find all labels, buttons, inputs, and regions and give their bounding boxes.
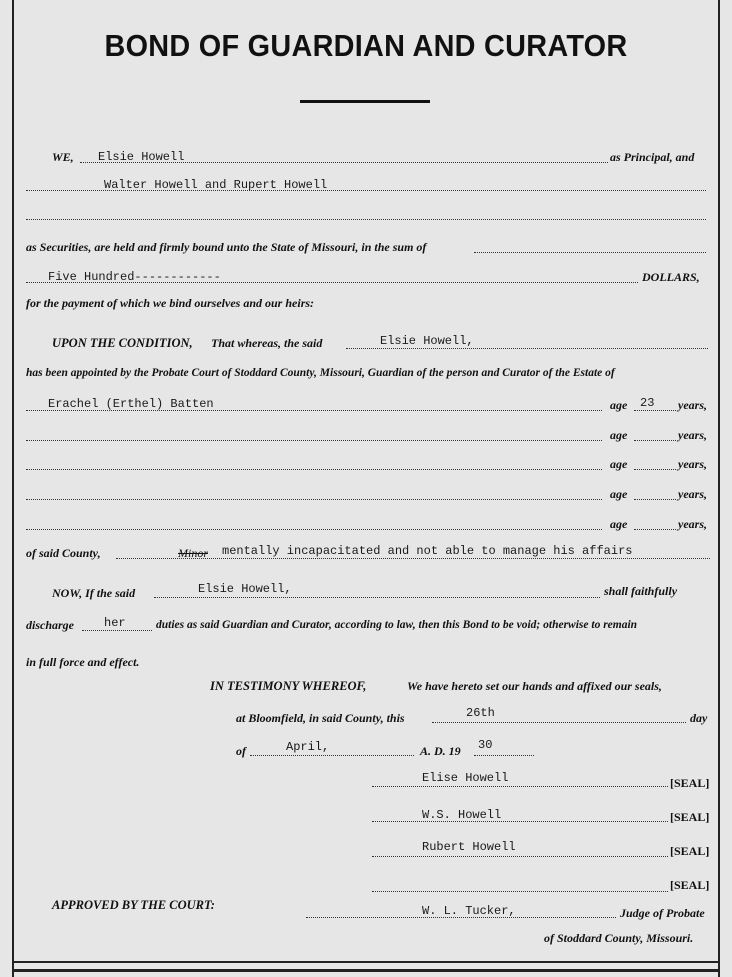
pronoun-line xyxy=(82,630,152,631)
day-value: 26th xyxy=(466,706,495,720)
year-value: 30 xyxy=(478,738,493,752)
stoddard-label: of Stoddard County, Missouri. xyxy=(544,931,694,945)
age-label-5: age xyxy=(610,517,628,531)
amount-text: Five Hundred------------ xyxy=(48,270,221,284)
age-label-4: age xyxy=(610,487,628,501)
ward-line-2 xyxy=(26,440,602,441)
sum-line xyxy=(474,252,706,253)
age-line-3 xyxy=(634,469,676,470)
full-force-label: in full force and effect. xyxy=(26,655,140,669)
age-label-3: age xyxy=(610,457,628,471)
signature-line-2 xyxy=(372,821,668,822)
day-label: day xyxy=(690,711,708,725)
now-if-label: NOW, If the said xyxy=(52,586,136,600)
seal-2: [SEAL] xyxy=(670,810,710,824)
discharge-label: discharge xyxy=(26,618,74,632)
signature-line-1 xyxy=(372,786,668,787)
signature-1: Elise Howell xyxy=(422,771,509,785)
ward-line-5 xyxy=(26,529,602,530)
age-label-1: age xyxy=(610,398,628,412)
we-label: WE, xyxy=(52,150,74,164)
seal-3: [SEAL] xyxy=(670,844,710,858)
blank-securities-line xyxy=(26,219,706,220)
securities-names: Walter Howell and Rupert Howell xyxy=(104,178,328,192)
approved-label: APPROVED BY THE COURT: xyxy=(52,898,215,912)
bottom-rule xyxy=(14,961,718,963)
age-label-2: age xyxy=(610,428,628,442)
duties-clause: duties as said Guardian and Curator, according to law, then this Bond to be void; otherwise to remain xyxy=(156,619,638,631)
years-label-5: years, xyxy=(678,517,707,531)
ad-label: A. D. 19 xyxy=(420,744,461,758)
age-line-1 xyxy=(634,410,676,411)
years-label-4: years, xyxy=(678,487,707,501)
ward-name: Erachel (Erthel) Batten xyxy=(48,397,214,411)
judge-label: Judge of Probate xyxy=(620,906,705,920)
years-label-2: years, xyxy=(678,428,707,442)
of-label: of xyxy=(236,744,246,758)
age-line-5 xyxy=(634,529,676,530)
now-name-line xyxy=(154,597,600,598)
payment-clause: for the payment of which we bind ourselves and our heirs: xyxy=(26,296,315,310)
year-line xyxy=(474,755,534,756)
signature-3: Rubert Howell xyxy=(422,840,516,854)
judge-signature: W. L. Tucker, xyxy=(422,904,516,918)
appointment-clause: has been appointed by the Probate Court of Stoddard County, Missouri, Guardian of the person and Curator of the Estate of xyxy=(26,367,615,379)
ward-line-4 xyxy=(26,499,602,500)
document-title: BOND OF GUARDIAN AND CURATOR xyxy=(104,28,628,63)
as-principal-label: as Principal, and xyxy=(610,150,695,164)
securities-clause: as Securities, are held and firmly bound unto the State of Missouri, in the sum of xyxy=(26,240,427,254)
principal-name: Elsie Howell xyxy=(98,150,185,164)
now-name: Elsie Howell, xyxy=(198,582,292,596)
years-label-1: years, xyxy=(678,398,707,412)
age-line-4 xyxy=(634,499,676,500)
title-underline xyxy=(300,100,430,103)
right-border xyxy=(718,0,720,977)
day-line xyxy=(432,722,686,723)
that-whereas-label: That whereas, the said xyxy=(211,336,323,350)
ward-line-3 xyxy=(26,469,602,470)
age-line-2 xyxy=(634,440,676,441)
dollars-label: DOLLARS, xyxy=(642,270,700,284)
signature-line-3 xyxy=(372,856,668,857)
years-label-3: years, xyxy=(678,457,707,471)
month-value: April, xyxy=(286,740,330,754)
signature-2: W.S. Howell xyxy=(422,808,502,822)
upon-condition-label: UPON THE CONDITION, xyxy=(52,336,193,350)
shall-faithfully-label: shall faithfully xyxy=(604,584,678,598)
seal-1: [SEAL] xyxy=(670,776,710,790)
bloomfield-clause: at Bloomfield, in said County, this xyxy=(236,711,405,725)
ward-age: 23 xyxy=(640,396,655,410)
said-name-line xyxy=(346,348,708,349)
left-border xyxy=(12,0,14,977)
testimony-clause: We have hereto set our hands and affixed our seals, xyxy=(407,679,662,693)
condition-text: mentally incapacitated and not able to manage his affairs xyxy=(222,544,633,558)
minor-struck: Minor xyxy=(178,546,208,560)
seal-4: [SEAL] xyxy=(670,878,710,892)
bottom-rule-heavy xyxy=(14,969,718,972)
said-name: Elsie Howell, xyxy=(380,334,474,348)
signature-line-4 xyxy=(372,891,668,892)
of-said-county-label: of said County, xyxy=(26,546,101,560)
month-line xyxy=(250,755,414,756)
pronoun: her xyxy=(104,616,126,630)
testimony-label: IN TESTIMONY WHEREOF, xyxy=(210,679,367,693)
